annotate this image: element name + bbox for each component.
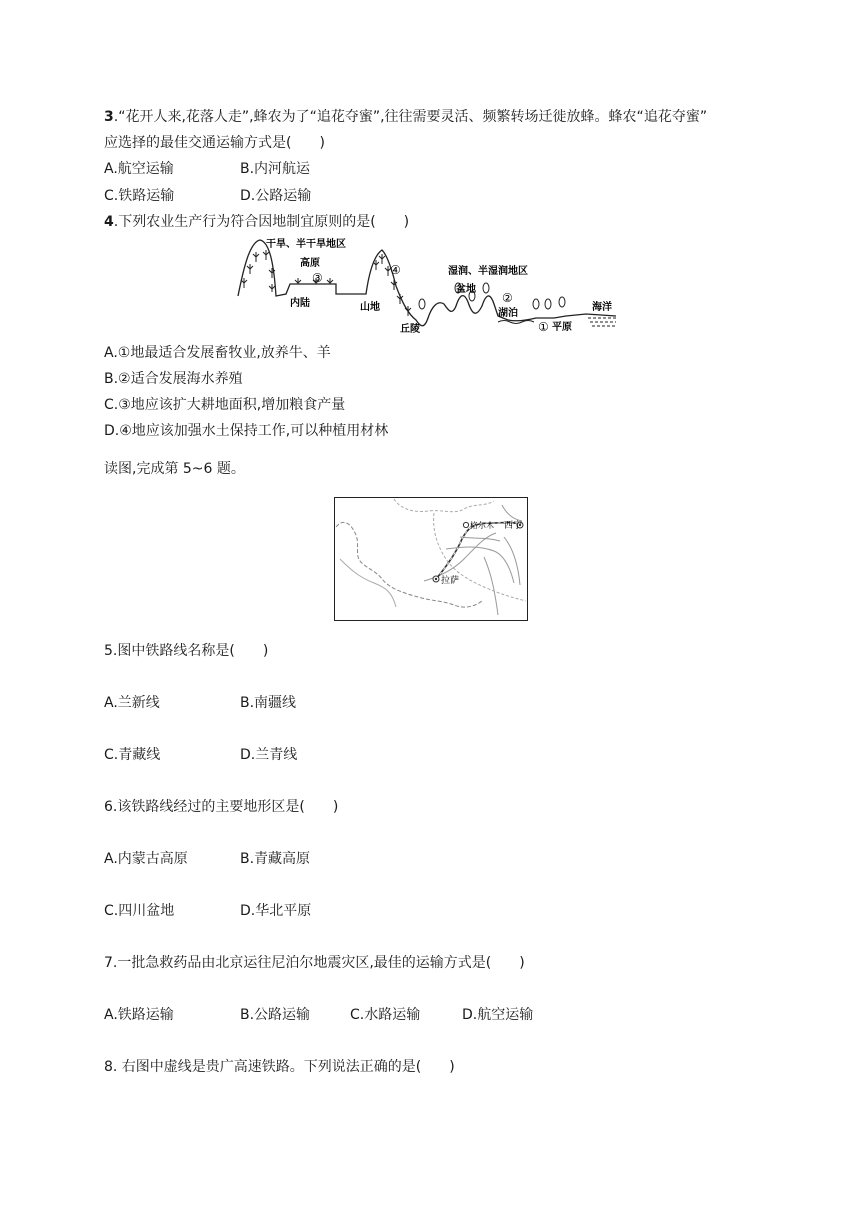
map-label-xining: 西宁 (504, 521, 523, 531)
q5-option-c: C.青藏线 (104, 747, 161, 763)
q6-option-d: D.华北平原 (240, 903, 312, 919)
label-marker-3: ③ (312, 271, 323, 285)
map-label-golmud: 格尔木 (470, 521, 494, 530)
q4-number: 4 (104, 214, 114, 230)
q8-stem: 8. 右图中虚线是贵广高速铁路。下列说法正确的是( ) (104, 1059, 455, 1075)
q4-option-b: B.②适合发展海水养殖 (104, 371, 243, 387)
q4-stem: 4.下列农业生产行为符合因地制宜原则的是( ) (104, 214, 410, 230)
q3-stem-line2: 应选择的最佳交通运输方式是( ) (104, 135, 325, 151)
label-marker-4: ④ (390, 263, 401, 277)
label-lake: 湖泊 (498, 308, 518, 319)
q7-option-b: B.公路运输 (240, 1007, 311, 1023)
q6-option-a: A.内蒙古高原 (104, 851, 188, 867)
q6-option-b: B.青藏高原 (240, 851, 311, 867)
label-hills: 丘陵 (400, 324, 420, 335)
q5-option-d: D.兰青线 (240, 747, 298, 763)
intro-5-6: 读图,完成第 5~6 题。 (104, 461, 245, 477)
label-marker-1: ① (538, 320, 549, 334)
q4-option-d: D.④地应该加强水土保持工作,可以种植用材林 (104, 423, 389, 439)
q5-option-b: B.南疆线 (240, 695, 297, 711)
q3-option-d: D.公路运输 (240, 188, 312, 204)
label-inland: 内陆 (290, 298, 310, 309)
q7-stem: 7.一批急救药品由北京运往尼泊尔地震灾区,最佳的运输方式是( ) (104, 955, 525, 971)
q7-option-a: A.铁路运输 (104, 1007, 174, 1023)
q4-option-c: C.③地应该扩大耕地面积,增加粮食产量 (104, 397, 346, 413)
label-marker-2: ② (502, 291, 513, 305)
q7-option-d: D.航空运输 (462, 1007, 534, 1023)
label-plain: 平原 (552, 322, 572, 333)
q3-option-a: A.航空运输 (104, 161, 174, 177)
q6-option-c: C.四川盆地 (104, 903, 175, 919)
q4-option-a: A.①地最适合发展畜牧业,放养牛、羊 (104, 345, 331, 361)
label-plateau: 高原 (300, 258, 320, 269)
label-humid: 湿润、半湿润地区 (448, 266, 528, 277)
label-mountain: 山地 (360, 302, 380, 313)
qinghai-tibet-map-figure (334, 497, 528, 621)
q5-stem: 5.图中铁路线名称是( ) (104, 643, 269, 659)
q3-stem-line1: 3.“花开人来,花落人走”,蜂农为了“追花夺蜜”,往往需要灵活、频繁转场迁徙放蜂。蜂农“追花夺蜜” (104, 109, 708, 125)
q3-option-c: C.铁路运输 (104, 188, 175, 204)
terrain-profile-figure (236, 236, 620, 340)
map-label-lhasa: 拉萨 (441, 576, 460, 586)
q7-option-c: C.水路运输 (350, 1007, 421, 1023)
q5-option-a: A.兰新线 (104, 695, 160, 711)
label-basin: 盆地 (456, 284, 476, 295)
q3-option-b: B.内河航运 (240, 161, 311, 177)
q3-number: 3 (104, 109, 114, 125)
q6-stem: 6.该铁路线经过的主要地形区是( ) (104, 799, 339, 815)
label-ocean: 海洋 (592, 302, 612, 313)
label-arid: 干旱、半干旱地区 (266, 239, 346, 250)
